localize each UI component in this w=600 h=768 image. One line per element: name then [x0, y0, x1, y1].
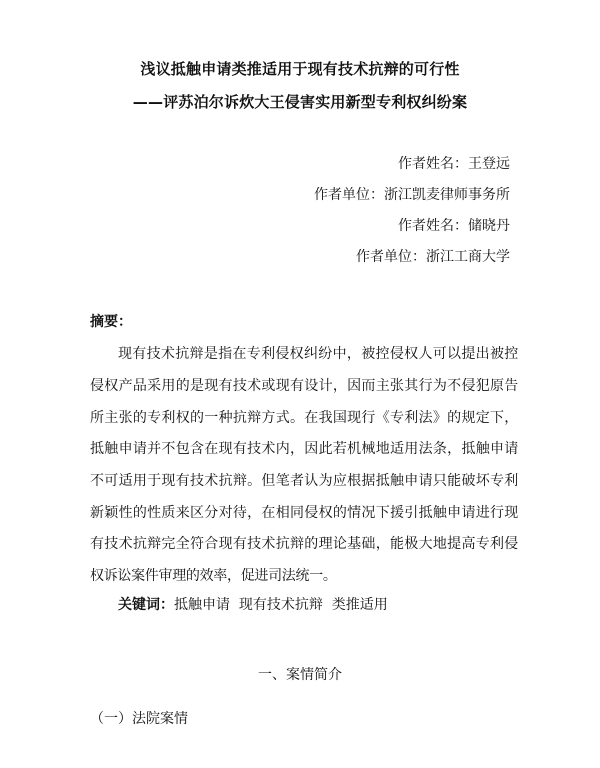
keywords-text: 抵触申请 现有技术抗辩 类推适用	[174, 597, 388, 613]
abstract-line: 不可适用于现有技术抗辩。但笔者认为应根据抵触申请只能破坏专利	[90, 473, 518, 489]
author-affiliation-value: 浙江凯麦律师事务所	[384, 187, 510, 203]
keywords-label: 关键词：	[118, 597, 174, 613]
subsection-heading: （一）法院案情	[90, 711, 188, 727]
abstract-line: 所主张的专利权的一种抗辩方式。在我国现行《专利法》的规定下，	[90, 410, 518, 426]
author-1-name	[398, 153, 510, 173]
abstract-line: 抵触申请并不包含在现有技术内，因此若机械地适用法条，抵触申请	[90, 441, 518, 457]
abstract-line: 权诉讼案件审理的效率，促进司法统一。	[90, 568, 337, 584]
abstract-line: 现有技术抗辩是指在专利侵权纠纷中，被控侵权人可以提出被控	[118, 346, 518, 362]
abstract-line: 有技术抗辩完全符合现有技术抗辩的理论基础，能极大地提高专利侵	[90, 536, 518, 552]
author-name-value: 储晓丹	[468, 218, 510, 234]
author-name-label: 作者姓名：	[398, 218, 468, 234]
section-heading: 一、案情简介	[258, 667, 342, 683]
author-2-affiliation	[356, 246, 510, 266]
document-subtitle: ——评苏泊尔诉炊大王侵害实用新型专利权纠纷案	[132, 93, 468, 111]
keywords	[118, 594, 388, 614]
author-2-name	[398, 215, 510, 235]
author-name-value: 王登远	[468, 156, 510, 172]
abstract-line: 侵权产品采用的是现有技术或现有设计，因而主张其行为不侵犯原告	[90, 378, 518, 394]
author-name-label: 作者姓名：	[398, 156, 468, 172]
author-affiliation-label: 作者单位：	[356, 249, 426, 265]
author-1-affiliation	[314, 184, 510, 204]
abstract-line: 新颖性的性质来区分对待，在相同侵权的情况下援引抵触申请进行现	[90, 505, 518, 521]
author-affiliation-value: 浙江工商大学	[426, 249, 510, 265]
abstract-heading: 摘要：	[90, 314, 132, 330]
author-affiliation-label: 作者单位：	[314, 187, 384, 203]
document-title: 浅议抵触申请类推适用于现有技术抗辩的可行性	[140, 60, 460, 78]
